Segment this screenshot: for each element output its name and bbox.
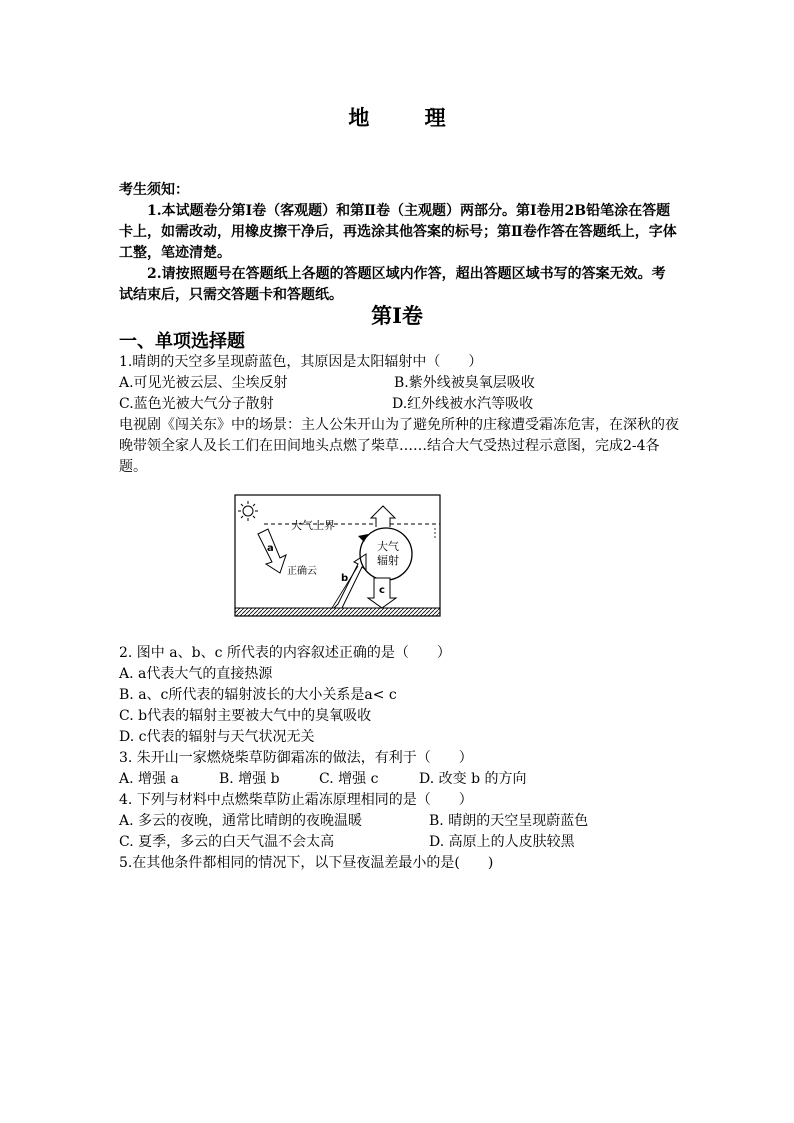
cloud-label: 正确云 xyxy=(287,566,317,577)
q3-option-c: C. 增强 c xyxy=(319,771,379,787)
q4-option-b: B. 晴朗的天空呈现蔚蓝色 xyxy=(429,813,589,829)
material-text: 电视剧《闯关东》中的场景：主人公朱开山为了避免所种的庄稼遭受霜冻危害，在深秋的夜晚带领全家人及长工们在田间地头点燃了柴草……结合大气受热过程示意图，完成2-4各题。 xyxy=(119,417,679,475)
q4-option-c: C. 夏季，多云的白天气温不会太高 xyxy=(119,834,335,850)
label-b: b xyxy=(341,573,349,584)
q3-option-a: A. 增强 a xyxy=(119,771,179,787)
q2-option-d: D. c代表的辐射与天气状况无关 xyxy=(119,729,315,745)
sun-icon xyxy=(238,501,258,521)
q1-option-b: B.紫外线被臭氧层吸收 xyxy=(394,375,535,391)
q5-stem: 5.在其他条件都相同的情况下，以下昼夜温差最小的是( ) xyxy=(119,855,494,871)
atmos-radiation-label-2: 辐射 xyxy=(377,554,399,567)
page-title: 地 理 xyxy=(348,105,470,130)
q4-options-row2 xyxy=(119,832,575,853)
q3-option-b: B. 增强 b xyxy=(219,771,280,787)
q2-option-b: B. a、c所代表的辐射波长的大小关系是a< c xyxy=(119,687,397,703)
q4-options-row1 xyxy=(119,811,589,832)
diagram-frame xyxy=(235,495,440,616)
notice-heading: 考生须知： xyxy=(119,182,189,198)
ground-surface xyxy=(235,608,440,616)
notice-block xyxy=(119,180,679,306)
q1-options-row2 xyxy=(119,394,534,415)
atmos-radiation-label-1: 大气 xyxy=(377,540,399,553)
q1-options-row1 xyxy=(119,373,535,394)
label-a: a xyxy=(267,543,274,554)
q1-option-d: D.红外线被水汽等吸收 xyxy=(392,396,534,412)
q3-option-d: D. 改变 b 的方向 xyxy=(419,771,527,787)
section-title: 一、单项选择题 xyxy=(119,331,245,352)
circle-arrow-icon xyxy=(358,534,368,542)
q4-option-d: D. 高原上的人皮肤较黑 xyxy=(429,834,575,850)
q3-stem: 3. 朱开山一家燃烧柴草防御霜冻的做法，有利于（ ） xyxy=(119,750,473,766)
q4-stem: 4. 下列与材料中点燃柴草防止霜冻原理相同的是（ ） xyxy=(119,792,473,808)
notice-item-2: 2.请按照题号在答题纸上各题的答题区域内作答，超出答题区域书写的答案无效。考试结束后，只需交答题卡和答题纸。 xyxy=(119,266,666,303)
notice-item-1: 1.本试题卷分第Ⅰ卷（客观题）和第Ⅱ卷（主观题）两部分。第Ⅰ卷用2B铅笔涂在答题卡上，如需改动，用橡皮擦干净后，再选涂其他答案的标号；第Ⅱ卷作答在答题纸上，字体工整，笔迹清楚。 xyxy=(119,203,677,261)
q2-option-a: A. a代表大气的直接热源 xyxy=(119,666,273,682)
atmosphere-heating-diagram xyxy=(234,494,442,618)
atmosphere-top-label: 大气上界 xyxy=(291,519,335,532)
q2-stem: 2. 图中 a、b、c 所代表的内容叙述正确的是（ ） xyxy=(119,645,451,661)
q2-option-c: C. b代表的辐射主要被大气中的臭氧吸收 xyxy=(119,708,372,724)
q1-stem: 1.晴朗的天空多呈现蔚蓝色，其原因是太阳辐射中（ ） xyxy=(119,354,483,370)
q4-option-a: A. 多云的夜晚，通常比晴朗的夜晚温暖 xyxy=(119,813,363,829)
q1-option-a: A.可见光被云层、尘埃反射 xyxy=(119,375,288,391)
label-c: c xyxy=(379,585,385,596)
q1-option-c: C.蓝色光被大气分子散射 xyxy=(119,396,274,412)
volume-title: 第Ⅰ卷 xyxy=(371,303,423,328)
q3-options-row xyxy=(119,769,527,790)
